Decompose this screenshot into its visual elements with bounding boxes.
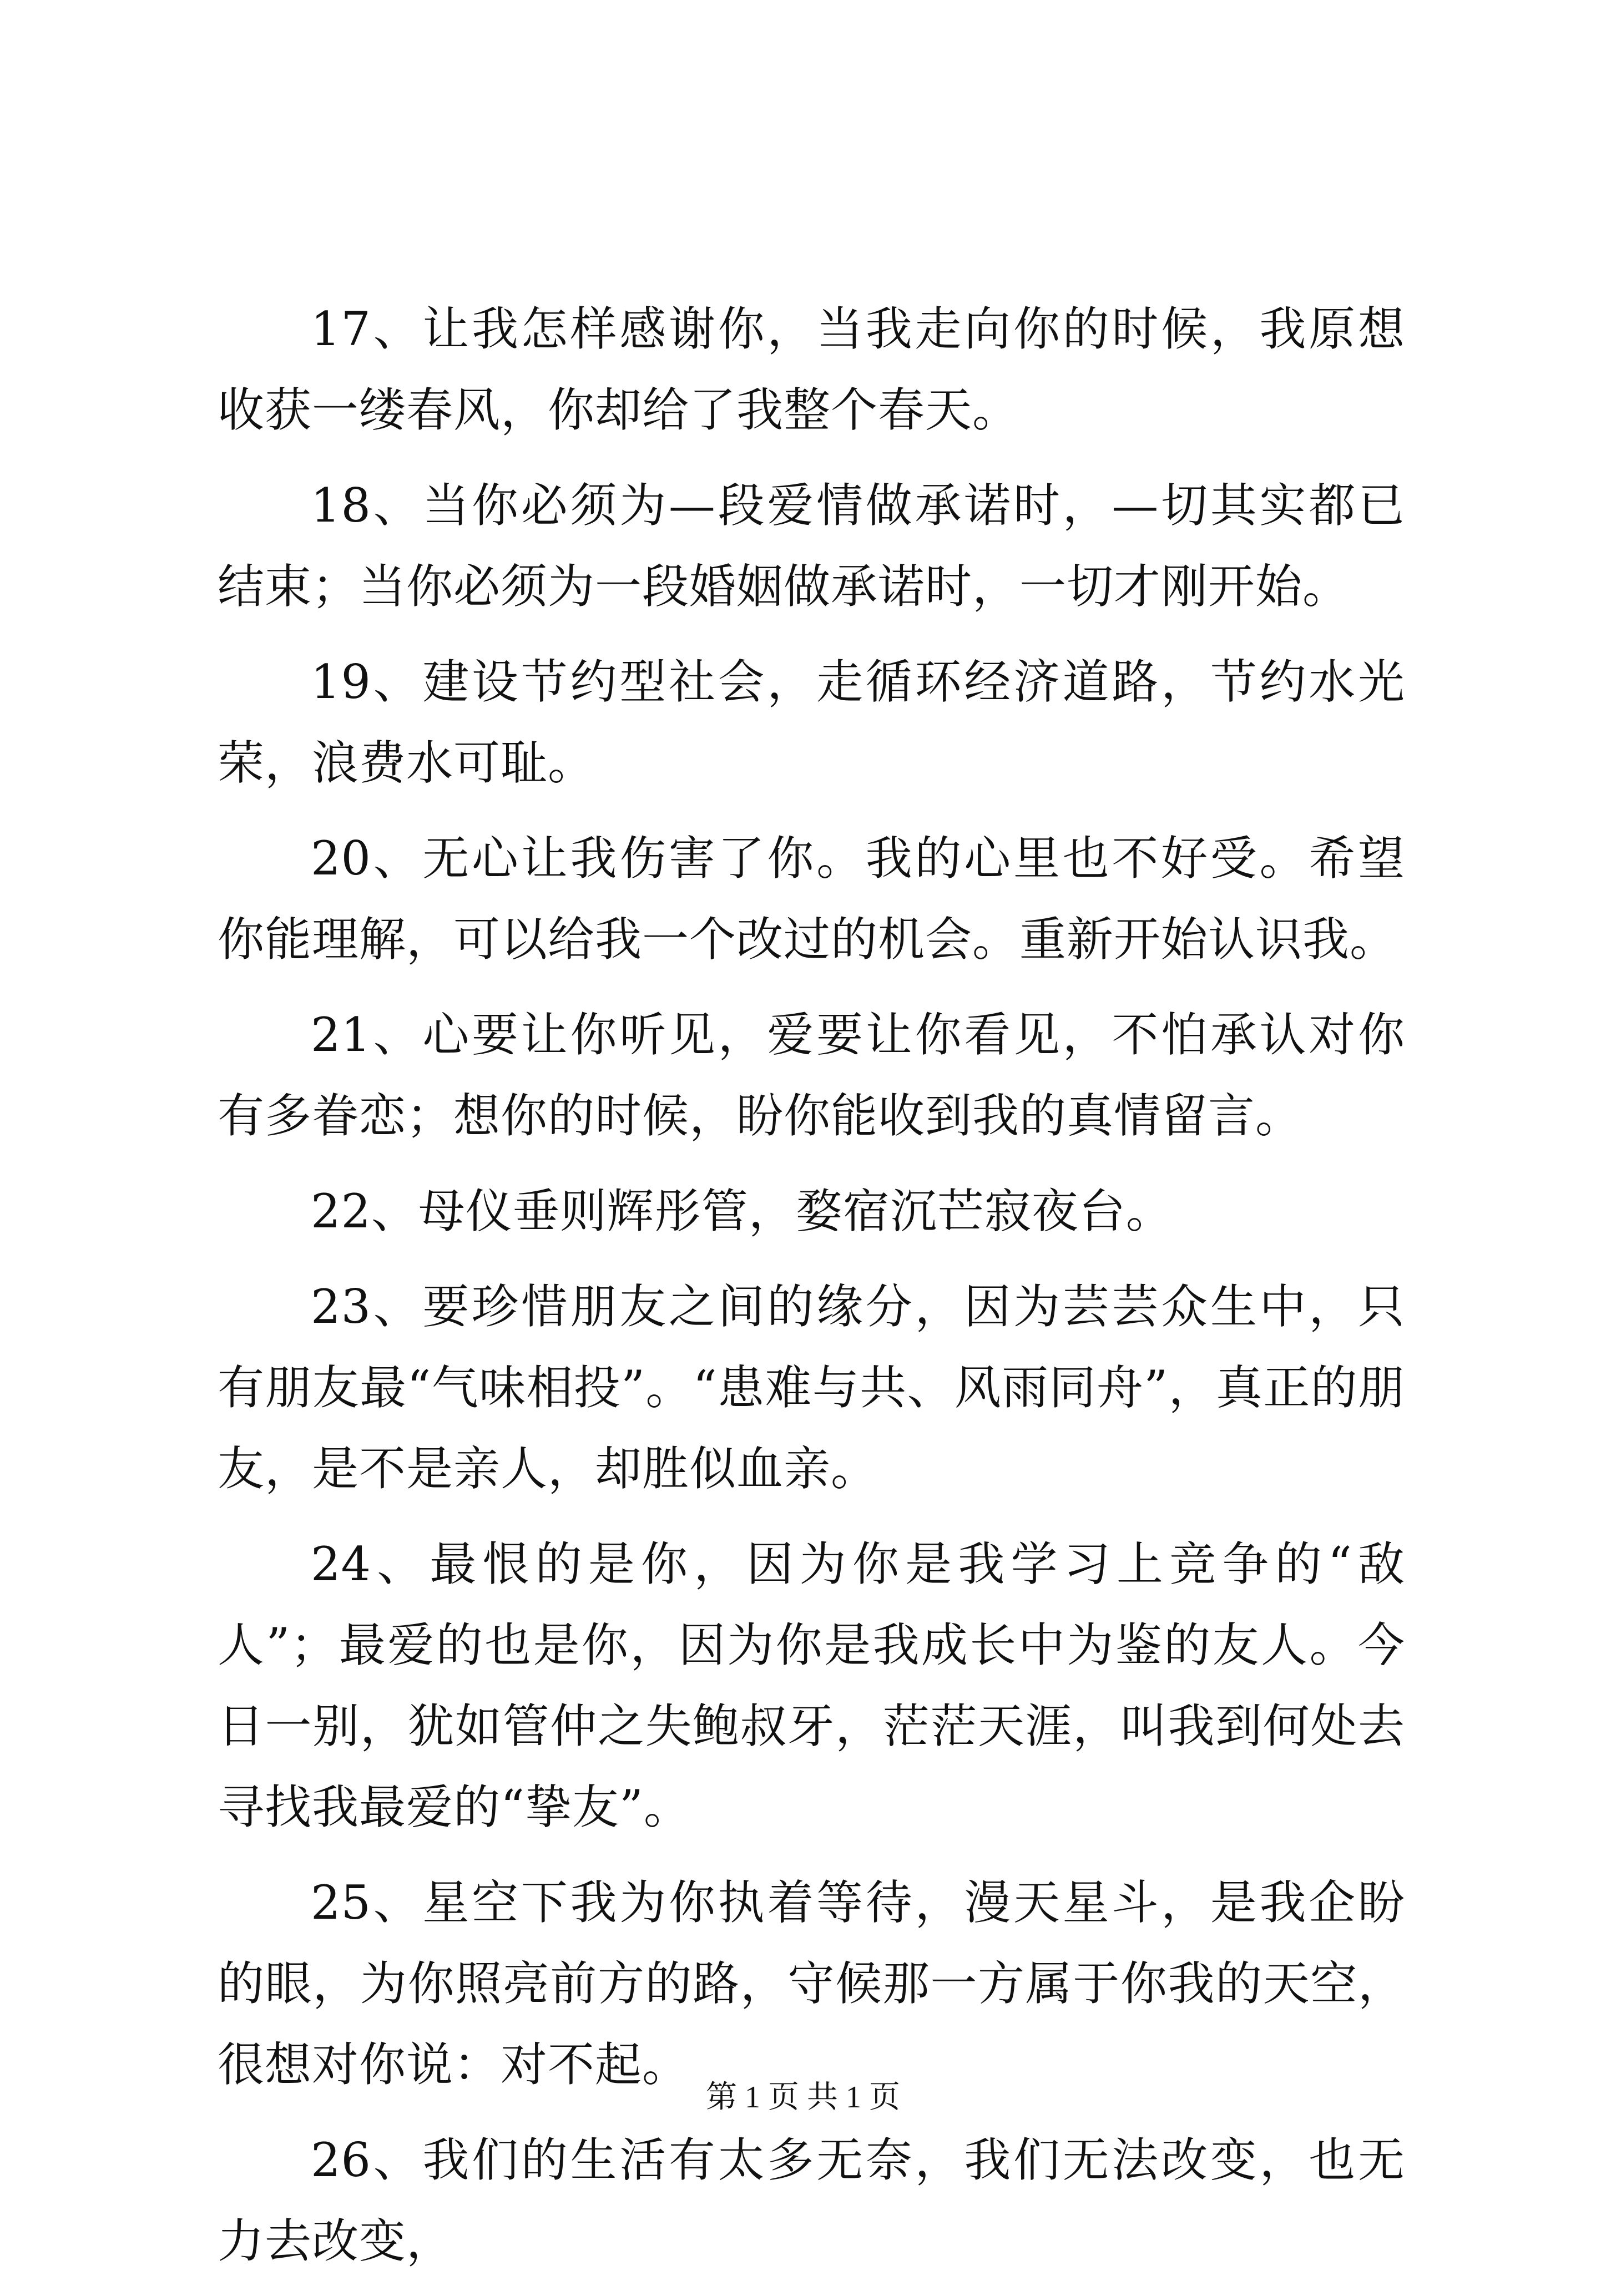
paragraph-20: 20、无心让我伤害了你。我的心里也不好受。希望你能理解，可以给我一个改过的机会。重新开始认识我。 (218, 831, 1405, 967)
paragraph-23: 23、要珍惜朋友之间的缘分，因为芸芸众生中，只有朋友最“气味相投”。“患难与共、风雨同舟”，真正的朋友，是不是亲人，却胜似血亲。 (218, 1280, 1405, 1496)
paragraph-25: 25、星空下我为你执着等待，漫天星斗，是我企盼的眼，为你照亮前方的路，守候那一方属于你我的天空，很想对你说：对不起。 (218, 1875, 1405, 2092)
paragraph-19: 19、建设节约型社会，走循环经济道路，节约水光荣，浪费水可耻。 (218, 655, 1405, 790)
paragraph-21: 21、心要让你听见，爱要让你看见，不怕承认对你有多眷恋；想你的时候，盼你能收到我的真情留言。 (218, 1008, 1405, 1143)
document-body (218, 289, 1405, 2296)
page-footer: 第 1 页 共 1 页 (706, 2080, 900, 2115)
paragraph-26: 26、我们的生活有太多无奈，我们无法改变，也无力去改变， (218, 2133, 1405, 2268)
paragraph-22: 22、母仪垂则辉彤管，婺宿沉芒寂夜台。 (311, 1184, 1173, 1238)
paragraph-24: 24、最恨的是你，因为你是我学习上竞争的“敌人”；最爱的也是你，因为你是我成长中为鉴的友人。今日一别，犹如管仲之失鲍叔牙，茫茫天涯，叫我到何处去寻找我最爱的“挚友”。 (218, 1537, 1405, 1834)
paragraph-18: 18、当你必须为—段爱情做承诺时，—切其实都已结束；当你必须为一段婚姻做承诺时，一切才刚开始。 (218, 478, 1405, 614)
paragraph-17: 17、让我怎样感谢你，当我走向你的时候，我原想收获一缕春风，你却给了我整个春天。 (218, 302, 1405, 437)
